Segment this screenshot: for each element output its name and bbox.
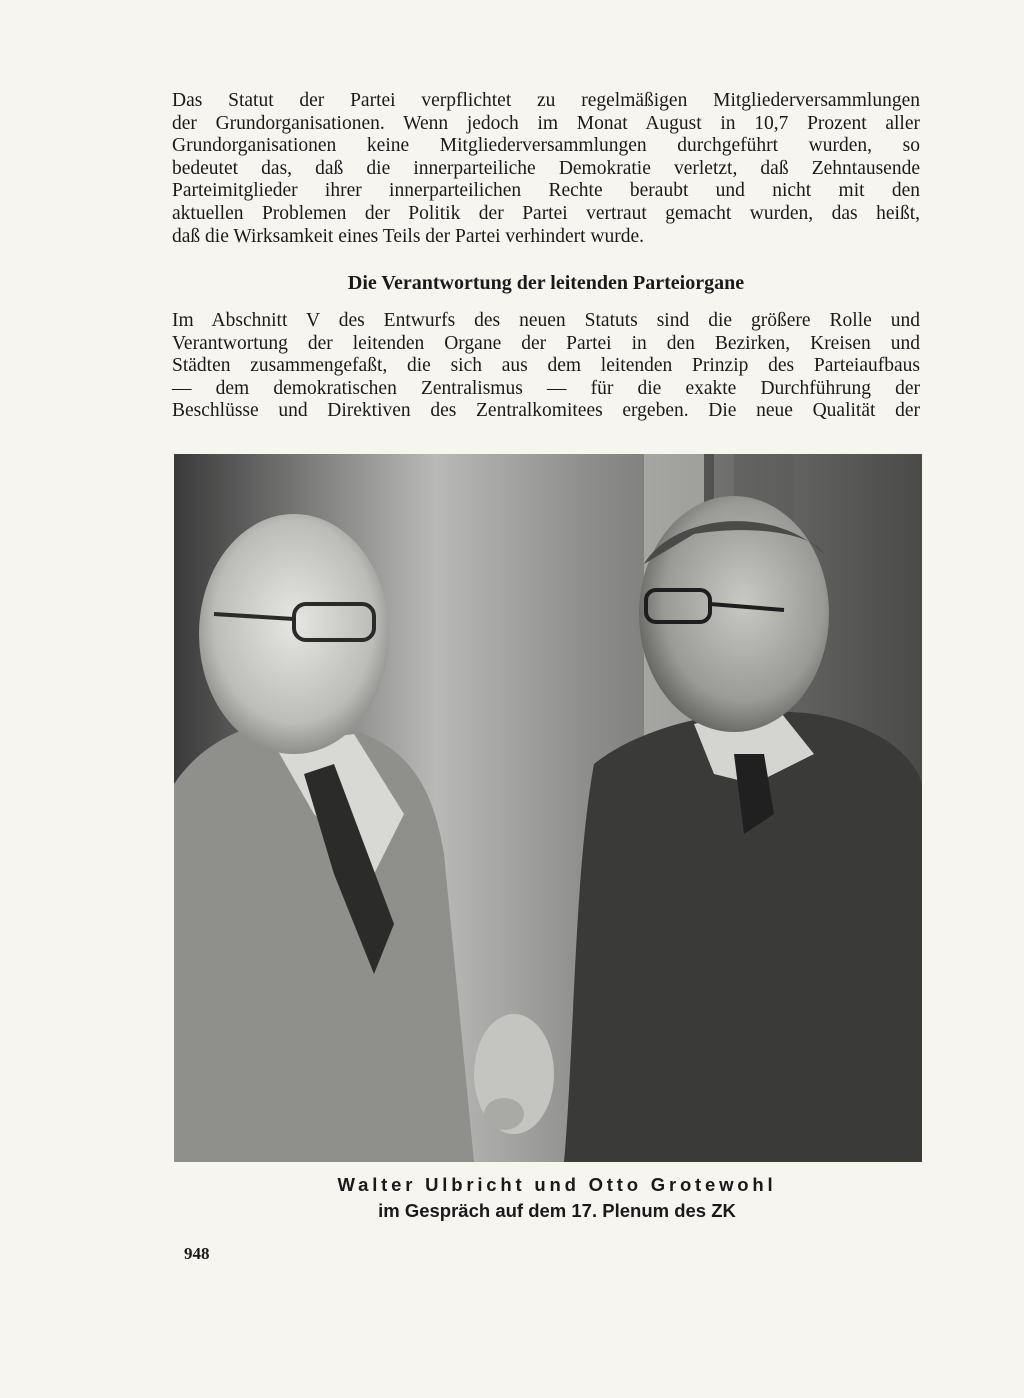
text-line: der Grundorganisationen. Wenn jedoch im Monat August in 10,7 Prozent aller [172,112,920,134]
text-line: Das Statut der Partei verpflichtet zu regelmäßigen Mitgliederversammlungen [172,90,920,111]
text-line: Parteimitglieder ihrer innerparteilichen Rechte beraubt und nicht mit den [172,180,920,202]
caption-line-2: im Gespräch auf dem 17. Plenum des ZK [378,1200,736,1221]
photograph-illustration [174,454,922,1162]
text-line: aktuellen Problemen der Politik der Partei vertraut gemacht wurden, das heißt, [172,202,920,224]
caption-line-1: Walter Ulbricht und Otto Grotewohl [337,1174,777,1195]
text-line: — dem demokratischen Zentralismus — für die exakte Durchführung der [172,377,920,399]
text-line: Im Abschnitt V des Entwurfs des neuen Statuts sind die größere Rolle und [172,310,920,331]
text-line: Verantwortung der leitenden Organe der Partei in den Bezirken, Kreisen und [172,332,920,354]
text-line: bedeutet das, daß die innerparteiliche Demokratie verletzt, daß Zehntausende [172,157,920,179]
paragraph-statute-section [172,310,920,423]
section-heading: Die Verantwortung der leitenden Parteiorgane [347,272,745,294]
photograph [174,454,922,1162]
text-line: Städten zusammengefaßt, die sich aus dem leitenden Prinzip des Parteiaufbaus [172,355,920,377]
text-line: daß die Wirksamkeit eines Teils der Partei verhindert wurde. [172,225,645,247]
page-number: 948 [184,1244,210,1263]
text-line: Grundorganisationen keine Mitgliederversammlungen durchgeführt wurden, so [172,135,920,157]
paragraph-membership-meetings [172,90,920,248]
text-line: Beschlüsse und Direktiven des Zentralkomitees ergeben. Die neue Qualität der [172,400,920,422]
photo-caption [172,1172,942,1224]
